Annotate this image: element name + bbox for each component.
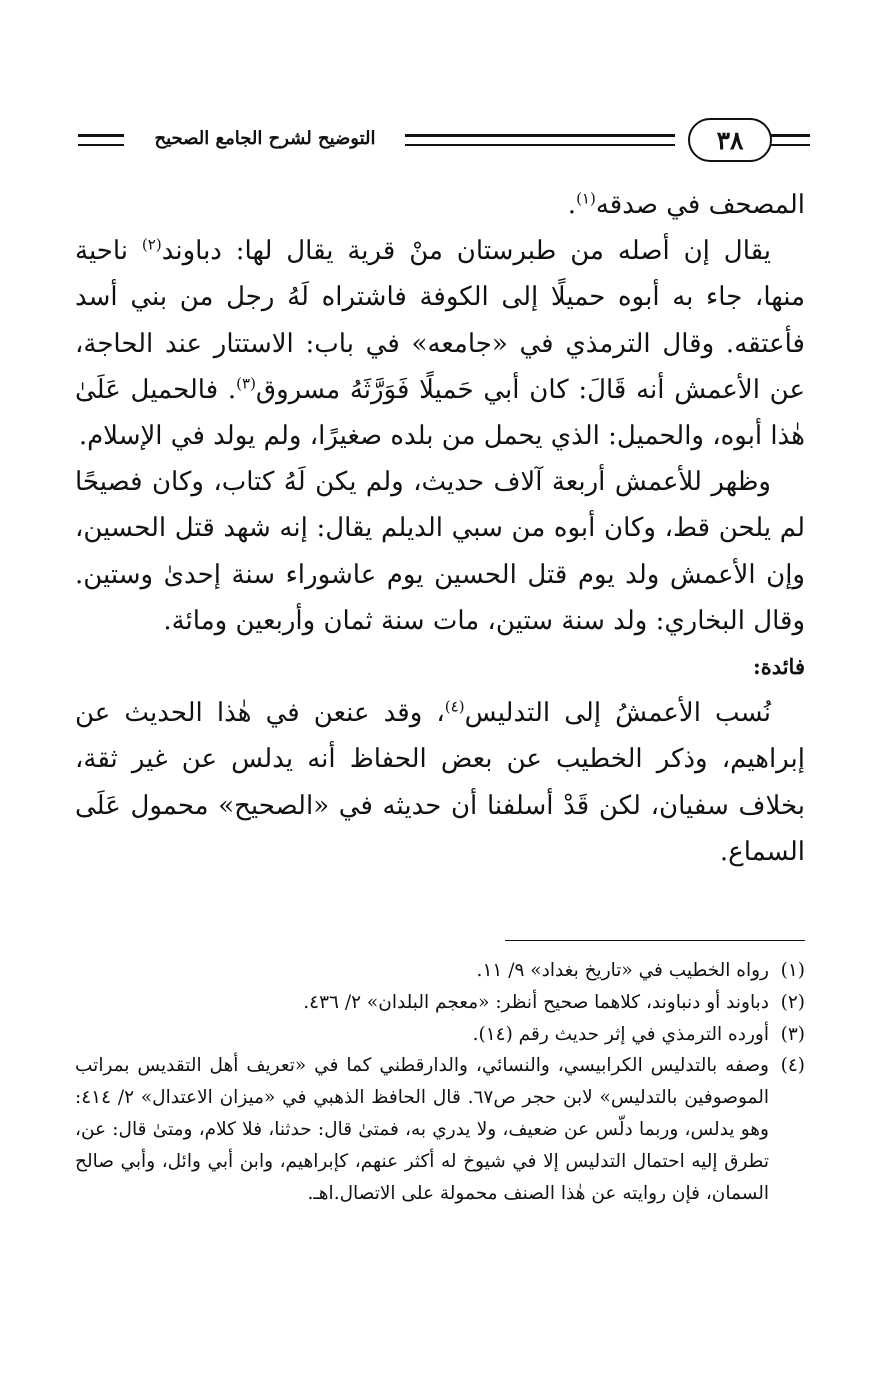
footnotes (75, 955, 805, 1209)
footnote (75, 955, 805, 987)
footnote-text: دباوند أو دنباوند، كلاهما صحيح أنظر: «معجم البلدان» ٢/ ٤٣٦. (303, 991, 769, 1013)
footnote-ref-2: (٢) (141, 235, 162, 254)
footnote (75, 1019, 805, 1051)
header-rule-right (770, 134, 810, 146)
header-rule-middle (405, 134, 675, 146)
running-title: التوضيح لشرح الجامع الصحيح (154, 128, 376, 149)
paragraph-3: وظهر للأعمش أربعة آلاف حديث، ولم يكن لَهُ كتاب، وكان فصيحًا لم يلحن قط، وكان أبوه من سبي الديلم يقال: إنه شهد قتل الحسين، وإن الأعمش ولد يوم قتل الحسين يوم عاشوراء سنة إحدىٰ وستين. وقال البخاري: ولد سنة ستين، مات سنة ثمان وأربعين ومائة. (75, 467, 805, 636)
footnote (75, 987, 805, 1019)
main-text (75, 182, 805, 875)
page-header (78, 118, 810, 162)
footnote-number: (٢) (780, 991, 805, 1013)
footnote-separator (505, 940, 805, 941)
paragraph-1: المصحف في صدقه$^{(١)}$. (567, 189, 805, 220)
paragraph-4: نُسب الأعمشُ إلى التدليس$^{(٤)}$، وقد عنعن في هٰذا الحديث عن إبراهيم، وذكر الخطيب عن بعض الحفاظ أنه يدلس عن غير ثقة، بخلاف سفيان، لكن قَدْ أسلفنا أن حديثه في «الصحيح» محمول عَلَى السماع. (75, 697, 805, 867)
footnote-ref-4: (٤) (444, 697, 465, 716)
footnote-ref-1: (١) (576, 189, 596, 208)
footnote-text: وصفه بالتدليس الكرابيسي، والنسائي، والدارقطني كما في «تعريف أهل التقديس بمراتب الموصوفين بالتدليس» لابن حجر ص٦٧. قال الحافظ الذهبي في «ميزان الاعتدال» ٢/ ٤١٤: وهو يدلس، وربما دلّس عن ضعيف، ولا يدري به، فمتىٰ قال: حدثنا، فلا كلام، ومتىٰ قال: عن، تطرق إليه احتمال التدليس إلا في شيوخ له أكثر عنهم، كإبراهيم، وابن أبي وائل، وأبي صالح السمان، فإن روايته عن هٰذا الصنف محمولة على الاتصال.اهـ. (75, 1055, 769, 1204)
footnote-text: أورده الترمذي في إثر حديث رقم (١٤). (472, 1023, 769, 1045)
footnote-number: (٣) (780, 1023, 805, 1045)
footnote-number: (٤) (780, 1055, 805, 1077)
paragraph-2: يقال إن أصله من طبرستان منْ قرية يقال لها: دباوند$^{(٢)}$ ناحية منها، جاء به أبوه حميلًا إلى الكوفة فاشتراه لَهُ رجل من بني أسد فأعتقه. وقال الترمذي في «جامعه» في باب: الاستتار عند الحاجة، عن الأعمش أنه قَالَ: كان أبي حَميلًا فَوَرَّثَهُ مسروق$^{(٣)}$. فالحميل عَلَىٰ هٰذا أبوه، والحميل: الذي يحمل من بلده صغيرًا، ولم يولد في الإسلام. (75, 235, 805, 452)
header-rule-left (78, 134, 124, 146)
footnote (75, 1050, 805, 1209)
footnote-number: (١) (780, 960, 805, 981)
footnote-ref-3: (٣) (236, 374, 256, 393)
page-number: ٣٨ (688, 118, 772, 162)
footnote-text: رواه الخطيب في «تاريخ بغداد» ٩/ ١١. (476, 960, 769, 981)
section-heading: فائدة: (752, 654, 805, 680)
